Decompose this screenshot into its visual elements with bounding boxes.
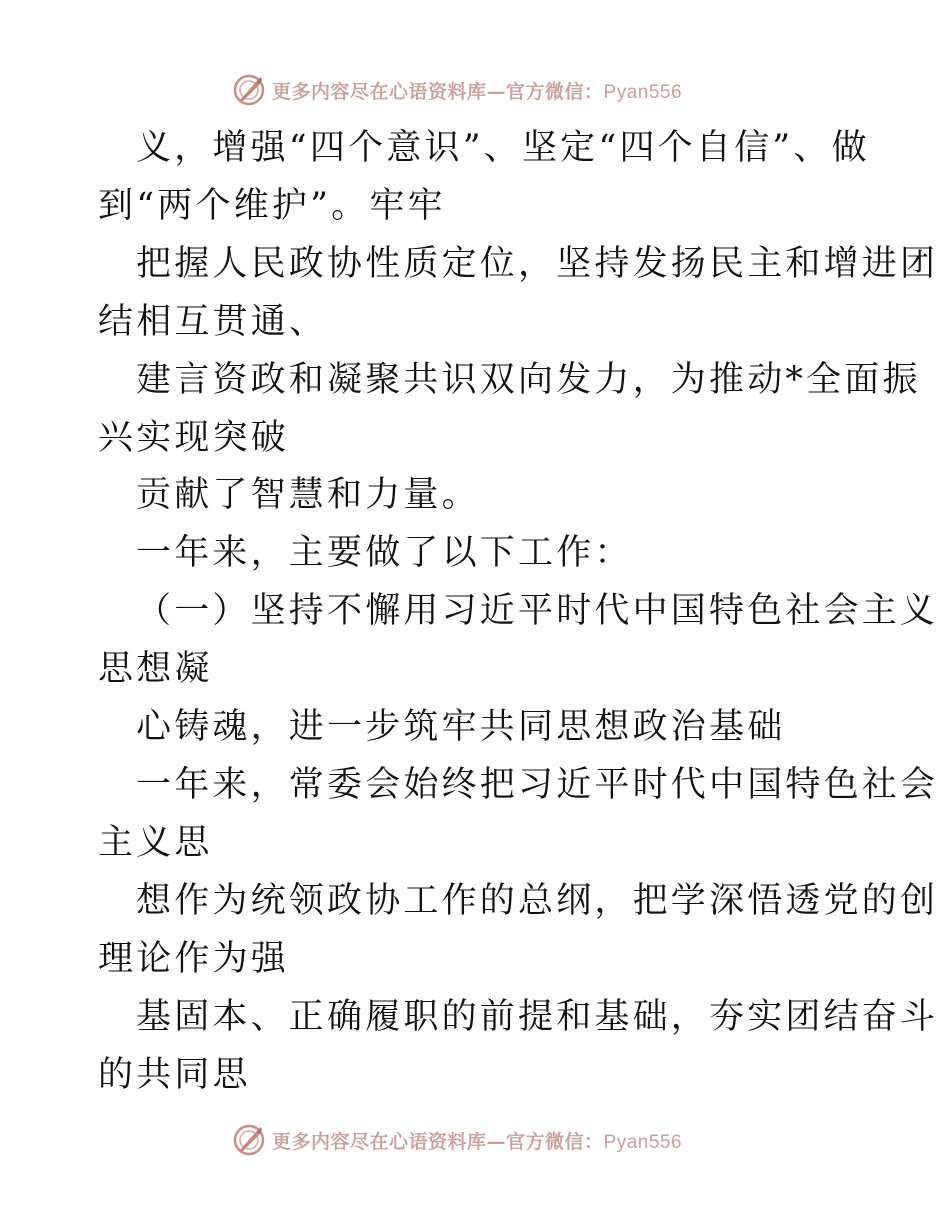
document-body <box>98 120 939 1104</box>
quill-pen-logo-icon <box>232 73 266 107</box>
text-line: 结相互贯通、 <box>98 301 328 342</box>
text-line: 理论作为强 <box>98 938 290 979</box>
watermark-id: Pyan556 <box>603 81 683 103</box>
watermark-text: 更多内容尽在心语资料库—官方微信：Pyan556 <box>272 1130 683 1153</box>
text-line: 想作为统领政协工作的总纲，把学深悟透党的创 <box>136 880 939 921</box>
text-line: （一）坚持不懈用习近平时代中国特色社会主义 <box>136 591 939 632</box>
quill-pen-logo-icon <box>232 1123 266 1157</box>
watermark-id: Pyan556 <box>603 1131 683 1153</box>
footer-watermark <box>232 1120 682 1160</box>
text-line: 的共同思 <box>98 1054 251 1095</box>
watermark-text: 更多内容尽在心语资料库—官方微信：Pyan556 <box>272 80 683 103</box>
text-line: 义，增强“四个意识”、坚定“四个自信”、做 <box>136 128 870 168</box>
text-line: 思想凝 <box>98 649 213 690</box>
text-line: 主义思 <box>98 822 213 863</box>
header-watermark <box>232 70 682 110</box>
text-line: 到“两个维护”。牢牢 <box>98 185 446 226</box>
text-line: 一年来，主要做了以下工作： <box>136 533 633 574</box>
text-line: 贡献了智慧和力量。 <box>136 475 480 516</box>
text-line: 把握人民政协性质定位，坚持发扬民主和增进团 <box>136 243 939 284</box>
text-line: 一年来，常委会始终把习近平时代中国特色社会 <box>136 764 939 805</box>
text-line: 建言资政和凝聚共识双向发力，为推动*全面振 <box>136 359 921 400</box>
text-line: 心铸魂，进一步筑牢共同思想政治基础 <box>136 707 786 748</box>
text-line: 兴实现突破 <box>98 417 290 458</box>
text-line: 基固本、正确履职的前提和基础，夯实团结奋斗 <box>136 996 939 1037</box>
